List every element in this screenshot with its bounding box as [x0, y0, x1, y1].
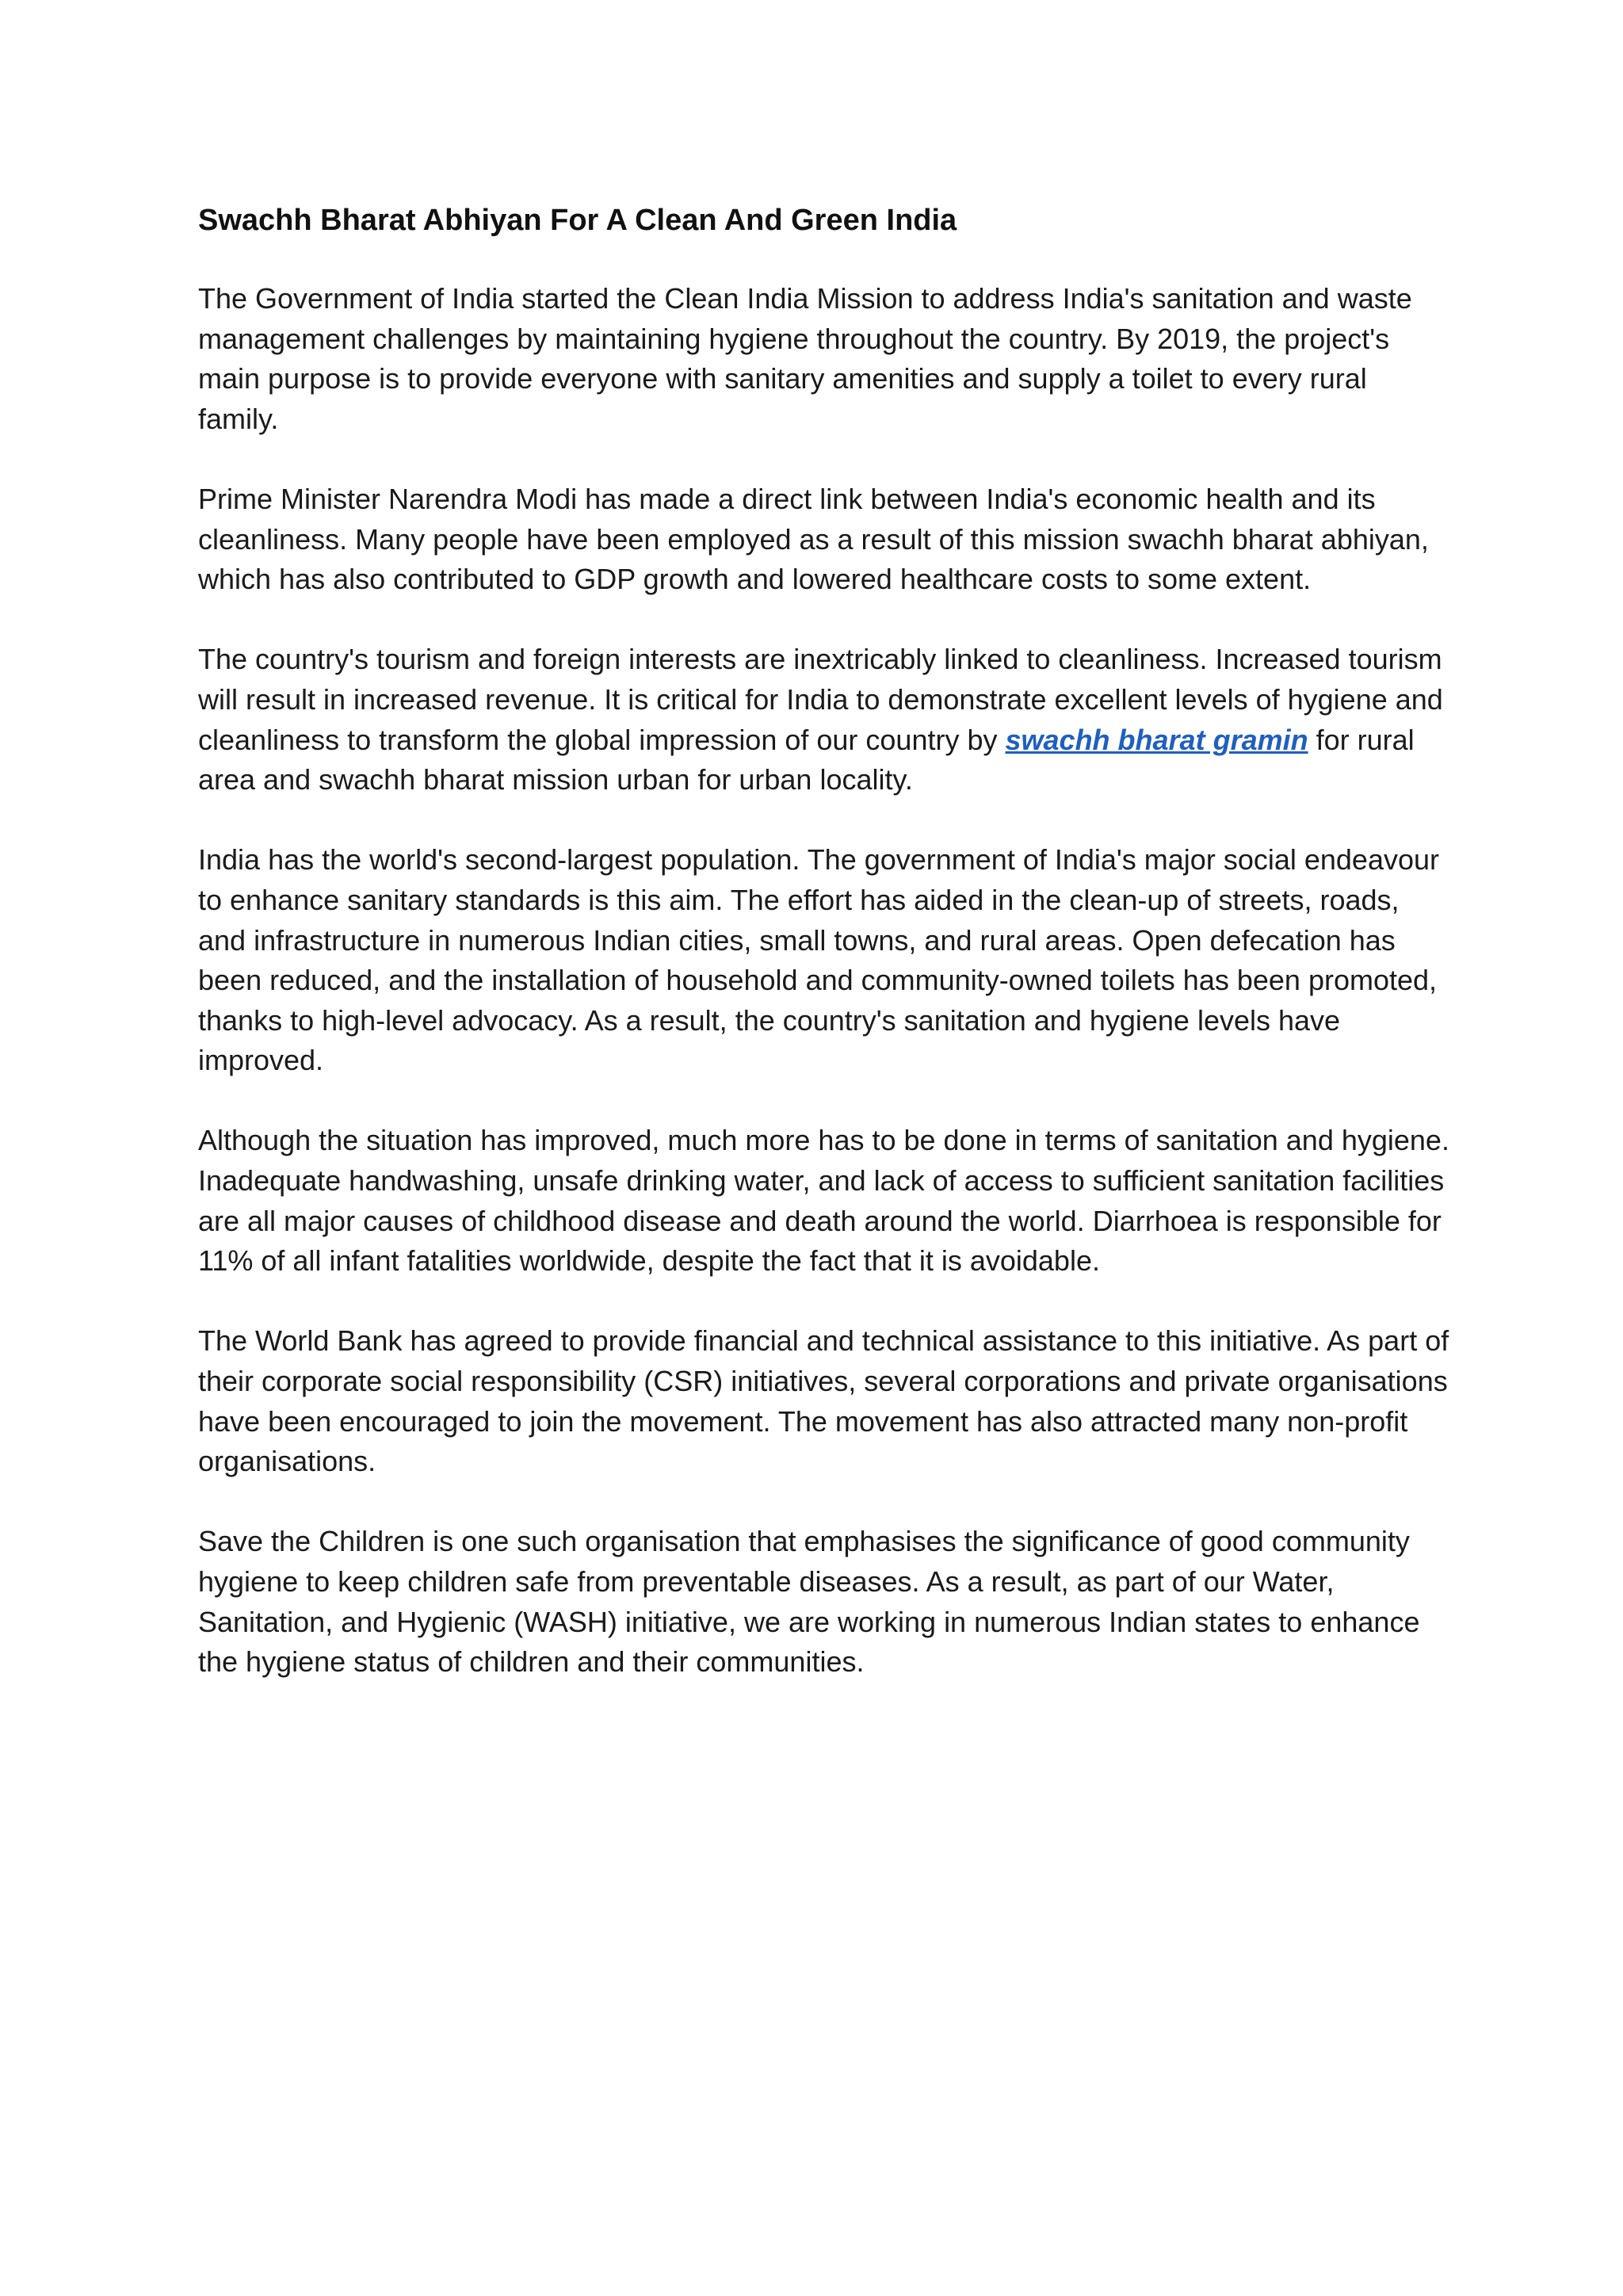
paragraph-tourism — [198, 640, 1450, 800]
paragraph-population: India has the world's second-largest population. The government of India's major social endeavour to enhance sanitary standards is this aim. The effort has aided in the clean-up of streets, roads, and infrastructure in numerous Indian cities, small towns, and rural areas. Open defecation has been reduced, and the installation of household and community-owned toilets has been promoted, thanks to high-level advocacy. As a result, the country's sanitation and hygiene levels have improved. — [198, 843, 1439, 1077]
paragraph-tourism-text-before: The country's tourism and foreign interests are inextricably linked to cleanliness. Increased tourism will result in increased revenue. It is critical for India to demonstrate excellent levels of hygiene and cleanliness to transform the global impression of our country by — [198, 643, 1443, 756]
paragraph-economic-health: Prime Minister Narendra Modi has made a direct link between India's economic health and its cleanliness. Many people have been employed as a result of this mission swachh bharat abhiyan, which has also contributed to GDP growth and lowered healthcare costs to some extent. — [198, 482, 1429, 596]
swachh-bharat-gramin-link[interactable]: swachh bharat gramin — [1005, 723, 1308, 756]
document-title: Swachh Bharat Abhiyan For A Clean And Green India — [198, 204, 957, 237]
paragraph-tourism-text-after: for rural area and swachh bharat mission urban for urban locality. — [198, 723, 1415, 797]
paragraph-clean-india-mission: The Government of India started the Clean India Mission to address India's sanitation and waste management challenges by maintaining hygiene throughout the country. By 2019, the project's main purpose is to provide everyone with sanitary amenities and supply a toilet to every rural family. — [198, 282, 1412, 435]
paragraph-sanitation-challenges: Although the situation has improved, much more has to be done in terms of sanitation and hygiene. Inadequate handwashing, unsafe drinking water, and lack of access to sufficient sanitation facilities are all major causes of childhood disease and death around the world. Diarrhoea is responsible for 11% of all infant fatalities worldwide, despite the fact that it is avoidable. — [198, 1124, 1449, 1278]
paragraph-save-the-children: Save the Children is one such organisation that emphasises the significance of good community hygiene to keep children safe from preventable diseases. As a result, as part of our Water, Sanitation, and Hygienic (WASH) initiative, we are working in numerous Indian states to enhance the hygiene status of children and their communities. — [198, 1525, 1420, 1679]
document-body — [198, 197, 1450, 1722]
paragraph-world-bank: The World Bank has agreed to provide financial and technical assistance to this initiative. As part of their corporate social responsibility (CSR) initiatives, several corporations and private organisations have been encouraged to join the movement. The movement has also attracted many non-profit organisations. — [198, 1324, 1449, 1478]
